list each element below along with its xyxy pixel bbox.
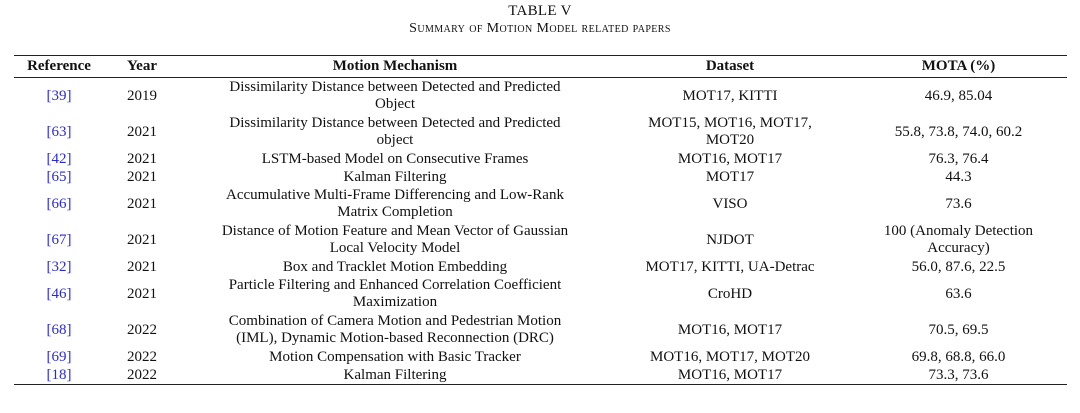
year-cell: 2021 (127, 285, 157, 302)
mota-cell (850, 186, 1067, 222)
dataset-cell-line: MOT16, MOT17 (677, 321, 783, 338)
dataset-cell-line: MOT15, MOT16, MOT17, (648, 115, 812, 131)
reference-link[interactable]: [66] (46, 195, 72, 212)
mota-cell (850, 114, 1067, 150)
table-row (14, 150, 1067, 168)
dataset-cell-line: MOT17, KITTI (682, 87, 778, 104)
motion-mechanism-cell-line: (IML), Dynamic Motion-based Reconnection (DRC) (236, 330, 554, 346)
dataset-cell-line: MOT16, MOT17, MOT20 (650, 348, 810, 365)
motion-mechanism-cell-line: LSTM-based Model on Consecutive Frames (261, 150, 529, 167)
year-cell: 2021 (127, 195, 157, 212)
table-row (14, 114, 1067, 150)
motion-mechanism-cell (180, 78, 610, 115)
header-dataset: Dataset (705, 58, 755, 74)
motion-mechanism-cell (180, 258, 610, 276)
mota-cell-line: 44.3 (945, 168, 972, 185)
table-row (14, 222, 1067, 258)
motion-mechanism-cell-line: Particle Filtering and Enhanced Correlation Coefficient (228, 277, 562, 293)
motion-mechanism-cell (180, 168, 610, 186)
mota-cell-line: Accuracy) (927, 240, 990, 256)
year-cell: 2021 (127, 258, 157, 275)
motion-mechanism-cell-line: object (376, 132, 414, 148)
reference-link[interactable]: [65] (46, 168, 72, 185)
motion-mechanism-cell-line: Object (375, 96, 415, 112)
reference-link[interactable]: [42] (46, 150, 72, 167)
year-cell: 2021 (127, 123, 157, 140)
header-year: Year (127, 58, 157, 74)
mota-cell (850, 258, 1067, 276)
motion-mechanism-cell (180, 186, 610, 222)
motion-mechanism-cell-line: Accumulative Multi-Frame Differencing and Low-Rank (226, 187, 564, 203)
dataset-cell (610, 222, 850, 258)
dataset-cell-line: NJDOT (706, 231, 754, 248)
mota-cell (850, 168, 1067, 186)
mota-cell-line: 46.9, 85.04 (924, 87, 993, 104)
table-row (14, 348, 1067, 366)
mota-cell (850, 348, 1067, 366)
motion-mechanism-cell-line: Distance of Motion Feature and Mean Vector of Gaussian (221, 223, 569, 239)
reference-link[interactable]: [32] (46, 258, 72, 275)
dataset-cell-line: MOT20 (705, 132, 755, 148)
header-motion-mechanism: Motion Mechanism (332, 58, 458, 74)
mota-cell-line: 73.6 (945, 195, 972, 212)
mota-cell-line: 76.3, 76.4 (928, 150, 989, 167)
motion-mechanism-cell-line: Motion Compensation with Basic Tracker (269, 348, 521, 365)
header-mota: MOTA (%) (921, 58, 996, 74)
reference-link[interactable]: [46] (46, 285, 72, 302)
motion-mechanism-cell-line: Kalman Filtering (343, 168, 447, 185)
reference-link[interactable]: [68] (46, 321, 72, 338)
dataset-cell (610, 78, 850, 115)
dataset-cell-line: MOT16, MOT17 (677, 150, 783, 167)
reference-link[interactable]: [67] (46, 231, 72, 248)
mota-cell-line: 55.8, 73.8, 74.0, 60.2 (894, 123, 1023, 140)
table-body (14, 78, 1067, 385)
mota-cell (850, 78, 1067, 115)
dataset-cell (610, 258, 850, 276)
mota-cell-line: 73.3, 73.6 (928, 366, 989, 383)
motion-mechanism-cell-line: Matrix Completion (337, 204, 453, 220)
table-title: TABLE V (508, 3, 572, 19)
year-cell: 2022 (127, 348, 157, 365)
year-cell: 2022 (127, 321, 157, 338)
motion-mechanism-cell-line: Dissimilarity Distance between Detected and Predicted (229, 115, 561, 131)
mota-cell (850, 366, 1067, 385)
motion-mechanism-cell-line: Local Velocity Model (329, 240, 461, 256)
motion-mechanism-cell (180, 276, 610, 312)
table-row (14, 312, 1067, 348)
table-row (14, 258, 1067, 276)
table-row (14, 366, 1067, 385)
table-subtitle: Summary of Motion Model related papers (409, 21, 671, 36)
dataset-cell-line: MOT17, KITTI, UA-Detrac (645, 258, 815, 275)
motion-mechanism-cell-line: Box and Tracklet Motion Embedding (282, 258, 508, 275)
reference-link[interactable]: [63] (46, 123, 72, 140)
dataset-cell (610, 348, 850, 366)
table-row (14, 168, 1067, 186)
motion-mechanism-cell-line: Combination of Camera Motion and Pedestrian Motion (228, 313, 562, 329)
mota-cell (850, 222, 1067, 258)
year-cell: 2022 (127, 366, 157, 383)
dataset-cell-line: VISO (712, 195, 748, 212)
dataset-cell (610, 276, 850, 312)
dataset-cell (610, 114, 850, 150)
motion-mechanism-cell (180, 150, 610, 168)
dataset-cell-line: MOT17 (705, 168, 755, 185)
dataset-cell (610, 150, 850, 168)
motion-mechanism-cell-line: Kalman Filtering (343, 366, 447, 383)
year-cell: 2021 (127, 150, 157, 167)
mota-cell-line: 70.5, 69.5 (928, 321, 989, 338)
dataset-cell-line: CroHD (707, 285, 753, 302)
reference-link[interactable]: [18] (46, 366, 72, 383)
table-row (14, 78, 1067, 115)
mota-cell-line: 100 (Anomaly Detection (883, 223, 1034, 239)
motion-mechanism-cell (180, 348, 610, 366)
dataset-cell-line: MOT16, MOT17 (677, 366, 783, 383)
mota-cell (850, 276, 1067, 312)
mota-cell (850, 312, 1067, 348)
header-row (14, 56, 1067, 78)
table-row (14, 276, 1067, 312)
dataset-cell (610, 312, 850, 348)
mota-cell (850, 150, 1067, 168)
motion-mechanism-cell-line: Maximization (352, 294, 438, 310)
mota-cell-line: 56.0, 87.6, 22.5 (911, 258, 1006, 275)
mota-cell-line: 63.6 (945, 285, 972, 302)
motion-mechanism-cell (180, 366, 610, 385)
year-cell: 2019 (127, 87, 157, 104)
motion-mechanism-cell-line: Dissimilarity Distance between Detected and Predicted (229, 79, 561, 95)
year-cell: 2021 (127, 231, 157, 248)
dataset-cell (610, 366, 850, 385)
mota-cell-line: 69.8, 68.8, 66.0 (911, 348, 1006, 365)
motion-mechanism-cell (180, 114, 610, 150)
motion-mechanism-cell (180, 222, 610, 258)
year-cell: 2021 (127, 168, 157, 185)
motion-mechanism-cell (180, 312, 610, 348)
table-caption (0, 2, 1080, 37)
dataset-cell (610, 168, 850, 186)
header-reference: Reference (27, 58, 91, 74)
reference-link[interactable]: [69] (46, 348, 72, 365)
reference-link[interactable]: [39] (46, 87, 72, 104)
motion-model-table (14, 55, 1067, 385)
dataset-cell (610, 186, 850, 222)
table-row (14, 186, 1067, 222)
